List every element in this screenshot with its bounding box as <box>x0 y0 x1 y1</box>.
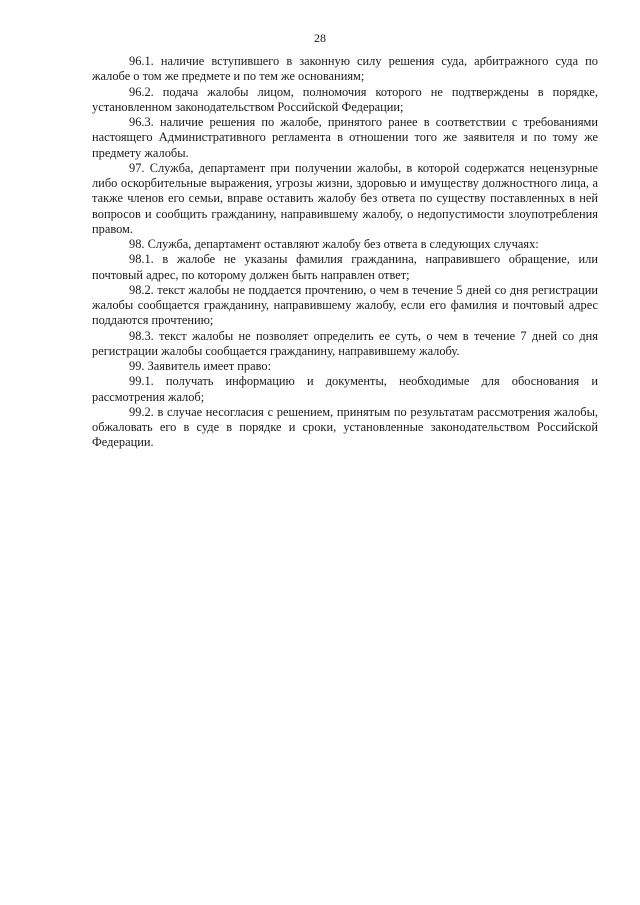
paragraph-96-1: 96.1. наличие вступившего в законную силу решения суда, арбитражного суда по жалобе о том же предмете и по тем же основаниям; <box>92 54 598 84</box>
paragraph-98-3: 98.3. текст жалобы не позволяет определить ее суть, о чем в течение 7 дней со дня регистрации жалобы сообщается гражданину, направившему жалобу. <box>92 328 598 358</box>
paragraph-98-2: 98.2. текст жалобы не поддается прочтению, о чем в течение 5 дней со дня регистрации жалобы сообщается гражданину, направившему жалобу, если его фамилия и почтовый адрес поддаются прочтению; <box>92 282 598 328</box>
paragraph-99-2: 99.2. в случае несогласия с решением, принятым по результатам рассмотрения жалобы, обжаловать его в суде в порядке и сроки, установленные законодательством Российской Федерации. <box>92 404 598 450</box>
page-number: 28 <box>314 31 326 45</box>
paragraph-98: 98. Служба, департамент оставляют жалобу без ответа в следующих случаях: <box>129 237 539 251</box>
paragraph-97: 97. Служба, департамент при получении жалобы, в которой содержатся нецензурные либо оскорбительные выражения, угрозы жизни, здоровью и имуществу должностного лица, а также членов его семьи, вправе оставить жалобу без ответа по существу поставленных в ней вопросов и сообщить гражданину, направившему жалобу, о недопустимости злоупотребления правом. <box>92 160 598 236</box>
paragraph-98-1: 98.1. в жалобе не указаны фамилия гражданина, направившего обращение, или почтовый адрес, по которому должен быть направлен ответ; <box>92 252 598 282</box>
paragraph-96-2: 96.2. подача жалобы лицом, полномочия которого не подтверждены в порядке, установленном законодательством Российской Федерации; <box>92 84 598 114</box>
paragraph-99-1: 99.1. получать информацию и документы, необходимые для обоснования и рассмотрения жалоб; <box>92 374 598 404</box>
paragraph-99: 99. Заявитель имеет право: <box>129 359 272 373</box>
paragraph-96-3: 96.3. наличие решения по жалобе, принятого ранее в соответствии с требованиями настоящего Административного регламента в отношении того же заявителя и по тому же предмету жалобы. <box>92 115 598 160</box>
document-body <box>92 54 598 451</box>
